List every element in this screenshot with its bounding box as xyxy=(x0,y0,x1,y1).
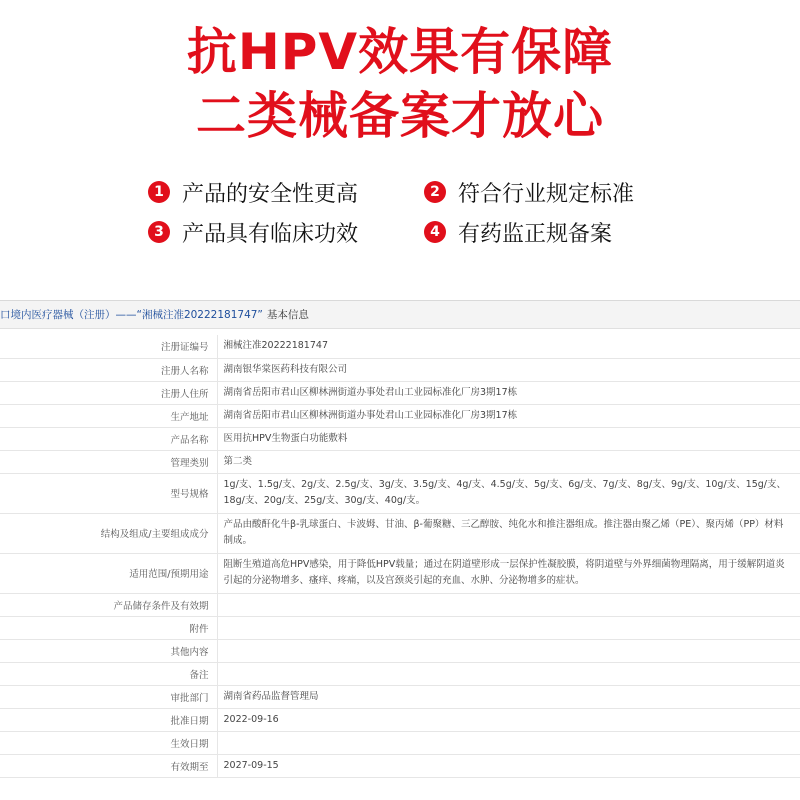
row-value: 产品由酸酐化牛β-乳球蛋白、卡波姆、甘油、β-葡聚糖、三乙醇胺、纯化水和推注器组成。推注器由聚乙烯（PE）、聚丙烯（PP）材料制成。 xyxy=(217,513,800,553)
row-label: 批准日期 xyxy=(0,708,217,731)
row-value: 第二类 xyxy=(217,450,800,473)
headline-line-2: 二类械备案才放心 xyxy=(196,87,604,145)
table-row xyxy=(0,450,800,473)
header-reg-number: “湘械注准20222181747” xyxy=(136,309,263,321)
registration-table xyxy=(0,335,800,778)
row-value xyxy=(217,731,800,754)
row-label: 生效日期 xyxy=(0,731,217,754)
feature-text: 符合行业规定标准 xyxy=(458,181,635,207)
feature-item xyxy=(148,212,358,252)
row-value xyxy=(217,616,800,639)
row-label: 其他内容 xyxy=(0,639,217,662)
row-label: 注册人名称 xyxy=(0,358,217,381)
feature-item xyxy=(148,172,358,212)
table-row xyxy=(0,381,800,404)
row-label: 产品储存条件及有效期 xyxy=(0,593,217,616)
table-row xyxy=(0,358,800,381)
feature-text: 产品具有临床功效 xyxy=(182,221,359,247)
table-row xyxy=(0,593,800,616)
table-row xyxy=(0,731,800,754)
row-value: 阻断生殖道高危HPV感染，用于降低HPV载量；通过在阴道壁形成一层保护性凝胶膜，将阴道壁与外界细菌物理隔离，用于缓解阴道炎引起的分泌物增多、瘙痒、疼痛，以及宫颈炎引起的充血、水肿、分泌物增多的症状。 xyxy=(217,553,800,593)
row-label: 注册人住所 xyxy=(0,381,217,404)
number-badge-icon: 2 xyxy=(424,181,446,203)
feature-text: 有药监正规备案 xyxy=(458,221,613,247)
row-value: 1g/支、1.5g/支、2g/支、2.5g/支、3g/支、3.5g/支、4g/支、4.5g/支、5g/支、6g/支、7g/支、8g/支、9g/支、10g/支、15g/支、18g/支、20g/支、25g/支、30g/支、40g/支。 xyxy=(217,473,800,513)
row-value xyxy=(217,662,800,685)
row-label: 适用范围/预期用途 xyxy=(0,553,217,593)
row-value: 湖南银华棠医药科技有限公司 xyxy=(217,358,800,381)
row-label: 产品名称 xyxy=(0,427,217,450)
header-suffix: 基本信息 xyxy=(266,309,309,321)
table-row xyxy=(0,335,800,358)
table-row xyxy=(0,685,800,708)
headline-line-1: 抗HPV效果有保障 xyxy=(186,23,614,81)
row-label: 有效期至 xyxy=(0,754,217,777)
table-row xyxy=(0,427,800,450)
row-label: 审批部门 xyxy=(0,685,217,708)
number-badge-icon: 3 xyxy=(148,221,170,243)
table-row xyxy=(0,553,800,593)
row-value: 医用抗HPV生物蛋白功能敷料 xyxy=(217,427,800,450)
number-badge-icon: 4 xyxy=(424,221,446,243)
table-row xyxy=(0,662,800,685)
row-value: 湖南省岳阳市君山区柳林洲街道办事处君山工业园标准化厂房3期17栋 xyxy=(217,381,800,404)
row-label: 结构及组成/主要组成成分 xyxy=(0,513,217,553)
table-row xyxy=(0,754,800,777)
table-row xyxy=(0,639,800,662)
registration-info-panel xyxy=(0,300,800,800)
row-value: 湖南省药品监督管理局 xyxy=(217,685,800,708)
row-value: 湘械注准20222181747 xyxy=(217,335,800,358)
row-label: 备注 xyxy=(0,662,217,685)
number-badge-icon: 1 xyxy=(148,181,170,203)
row-value: 湖南省岳阳市君山区柳林洲街道办事处君山工业园标准化厂房3期17栋 xyxy=(217,404,800,427)
row-value xyxy=(217,593,800,616)
row-label: 附件 xyxy=(0,616,217,639)
header-prefix: 口境内医疗器械（注册）—— xyxy=(0,309,137,321)
row-label: 型号规格 xyxy=(0,473,217,513)
row-value: 2027-09-15 xyxy=(217,754,800,777)
feature-text: 产品的安全性更高 xyxy=(182,181,359,207)
row-value: 2022-09-16 xyxy=(217,708,800,731)
table-row xyxy=(0,473,800,513)
row-label: 注册证编号 xyxy=(0,335,217,358)
table-row xyxy=(0,616,800,639)
row-value xyxy=(217,639,800,662)
table-row xyxy=(0,404,800,427)
feature-item xyxy=(424,172,634,212)
table-row xyxy=(0,513,800,553)
feature-item xyxy=(424,212,612,252)
table-row xyxy=(0,708,800,731)
panel-header xyxy=(0,301,800,329)
row-label: 管理类别 xyxy=(0,450,217,473)
row-label: 生产地址 xyxy=(0,404,217,427)
